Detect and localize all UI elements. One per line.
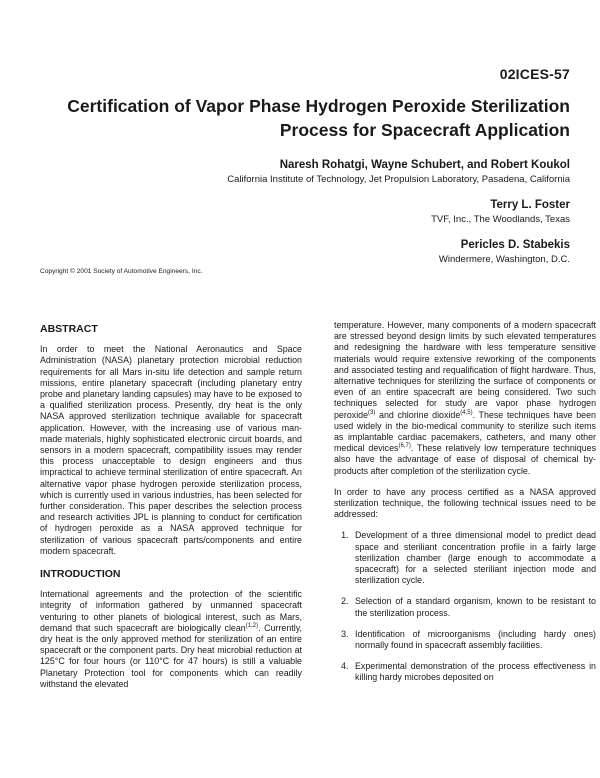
- author-affiliation: California Institute of Technology, Jet Propulsion Laboratory, Pasadena, California: [227, 174, 570, 185]
- right-column: [334, 320, 596, 694]
- citation-3: (3): [368, 409, 376, 416]
- paper-title: [40, 94, 570, 142]
- abstract-heading: ABSTRACT: [40, 323, 98, 335]
- title-line-2: Process for Spacecraft Application: [279, 120, 570, 140]
- left-column: [40, 324, 302, 700]
- author-affiliation: Windermere, Washington, D.C.: [438, 254, 570, 265]
- intro-paragraph: [40, 589, 302, 690]
- paper-id: 02ICES-57: [499, 66, 570, 82]
- author-names: Pericles D. Stabekis: [460, 239, 570, 251]
- author-block-2: [50, 199, 570, 225]
- list-item: 2. Selection of a standard organism, known to be resistant to the sterilization process.: [351, 596, 596, 618]
- body-text-d: . These relatively low temperature techniques also have the advantage of ease of disposal of chemical by-products after completion of the sterilization cycle.: [334, 443, 597, 476]
- intro-text-1: International agreements and the protection of the scientific integrity of information gathered by unmanned spacecraft venturing to other planets of biological interest, such as Mars, demand that such spacecraft are biologically clean: [40, 589, 302, 633]
- body-text-a: temperature. However, many components of a modern spacecraft are stressed beyond design limits by such elevated temperatures and redesigning the hardware with less temperature sensitive materials would require extensive reworking of the components and associated testing and requalification of flight hardware. Thus, alternative techniques for sterilizing the surface of components or even of an entire spacecraft are being considered. Two such techniques selected for study are vapor phase hydrogen peroxide: [334, 320, 596, 420]
- author-names: Terry L. Foster: [490, 199, 570, 211]
- author-block-3: [50, 239, 570, 265]
- intro-text-2: . Currently, dry heat is the only approved method for sterilization of an entire spacecraft or the component parts. Dry heat microbial reduction at 125°C for four hours (or 110°C for 47 hours) is still a valuable Planetary Protection tool for components which can readily withstand the elevated: [40, 622, 302, 689]
- body-paragraph-2: In order to have any process certified as a NASA approved sterilization technique, the following technical issues need to be addressed:: [334, 486, 596, 520]
- author-affiliation: TVF, Inc., The Woodlands, Texas: [431, 214, 570, 225]
- citation-4-5: (4,5): [460, 409, 473, 416]
- list-item: 3. Identification of microorganisms (including hardy ones) normally found in spacecraft assembly facilities.: [351, 629, 596, 651]
- body-text-c: . These techniques have been used widely in the bio-medical community to sterilize such items as implantable cardiac pacemakers, catheters, and many other medical devices: [334, 409, 596, 454]
- citation-1-2: (1,2): [245, 622, 259, 629]
- author-block-1: [50, 159, 570, 185]
- body-text-b: and chlorine dioxide: [375, 409, 461, 420]
- list-item: 4. Experimental demonstration of the process effectiveness in killing hardy microbes deposited on: [351, 661, 596, 683]
- copyright-notice: Copyright © 2001 Society of Automotive Engineers, Inc.: [40, 268, 203, 275]
- introduction-heading: INTRODUCTION: [40, 568, 121, 581]
- author-names: Naresh Rohatgi, Wayne Schubert, and Robert Koukol: [279, 159, 570, 171]
- title-line-1: Certification of Vapor Phase Hydrogen Peroxide Sterilization: [67, 96, 570, 116]
- body-paragraph-1: [334, 320, 596, 477]
- citation-6-7: (6,7): [398, 443, 411, 450]
- abstract-paragraph: In order to meet the National Aeronautics and Space Administration (NASA) planetary protection microbial reduction requirements for all Mars in-situ life detection and sample return missions, entire planetary spacecraft (including planetary entry probe and planetary landing capsules) may have to be exposed to a qualified sterilization process. Presently, dry heat is the only NASA approved sterilization technique available for spacecraft application. However, with the increasing use of various man-made materials, highly sophisticated electronic circuit boards, and sensors in a modern spacecraft, compatibility issues may render this process unacceptable to design engineers and thus impractical to achieve terminal sterilization of entire spacecraft. An alternative vapor phase hydrogen peroxide sterilization process, which is currently used in various industries, has been selected for further consideration. This paper describes the selection process and research activities JPL is planning to conduct for certification of hydrogen peroxide as a NASA approved technique for sterilization of various spacecraft parts/components and entire modern spacecraft.: [40, 344, 302, 556]
- author-list: [50, 159, 570, 279]
- list-item: 1. Development of a three dimensional model to predict dead space and steriliant concentration profile in a fairly large sterilization chamber (large enough to accommodate a spacecraft) for a selected steriliant injection mode and sterilization cycle.: [351, 530, 596, 586]
- technical-issues-list: [334, 530, 596, 683]
